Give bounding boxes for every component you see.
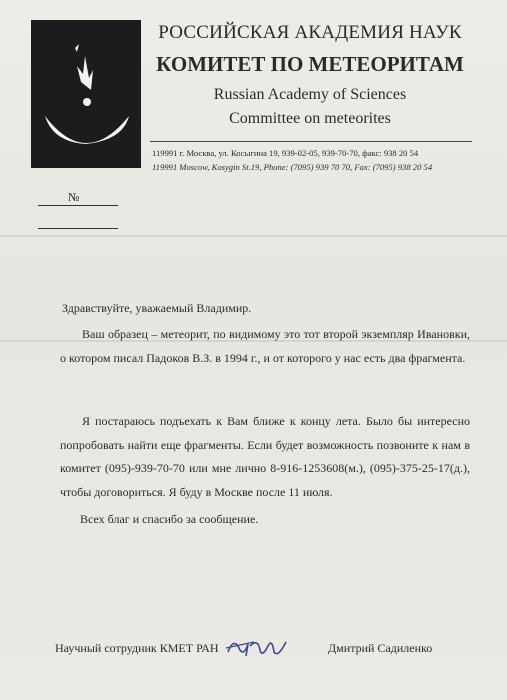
signer-role: Научный сотрудник КМЕТ РАН (55, 641, 219, 655)
date-line (38, 228, 118, 229)
address-ru: 119991 г. Москва, ул. Косыгина 19, 939-02-05, 939-70-70, факс: 938 20 54 (152, 148, 419, 158)
meteorite-logo-icon (31, 20, 141, 168)
number-line (38, 205, 118, 206)
committee-name-en: Committee on meteorites (229, 110, 391, 127)
org-name-en: Russian Academy of Sciences (213, 86, 407, 103)
number-label: № (68, 190, 80, 204)
letter-closing: Всех благ и спасибо за сообщение. (80, 512, 259, 526)
header-rule (150, 141, 472, 142)
fold-line (0, 235, 507, 237)
letter-paragraph-2: Я постараюсь подъехать к Вам ближе к концу лета. Было бы интересно попробовать найти еще фрагменты. Если будет возможность позвоните к нам в комитет (095)-939-70-70 или мне лично 8-916-1253608(м.), (095)-375-25-17(д.), чтобы договориться. Я буду в Москве после 11 июля. (60, 414, 470, 499)
letter-greeting: Здравствуйте, уважаемый Владимир. (62, 301, 252, 315)
handwritten-signature (224, 628, 294, 667)
meteorite-logo (31, 20, 141, 168)
signer-name: Дмитрий Садиленко (328, 641, 433, 655)
letter-paragraph-1: Ваш образец – метеорит, по видимому это тот второй экземпляр Ивановки, о котором писал Падоков В.З. в 1994 г., и от которого у нас есть два фрагмента. (60, 327, 470, 365)
org-name-ru: РОССИЙСКАЯ АКАДЕМИЯ НАУК (158, 22, 462, 43)
committee-name-ru: КОМИТЕТ ПО МЕТЕОРИТАМ (156, 52, 464, 76)
address-en: 119991 Moscow, Kosygin St.19, Phone: (7095) 939 70 70, Fax: (7095) 938 20 54 (152, 162, 433, 172)
